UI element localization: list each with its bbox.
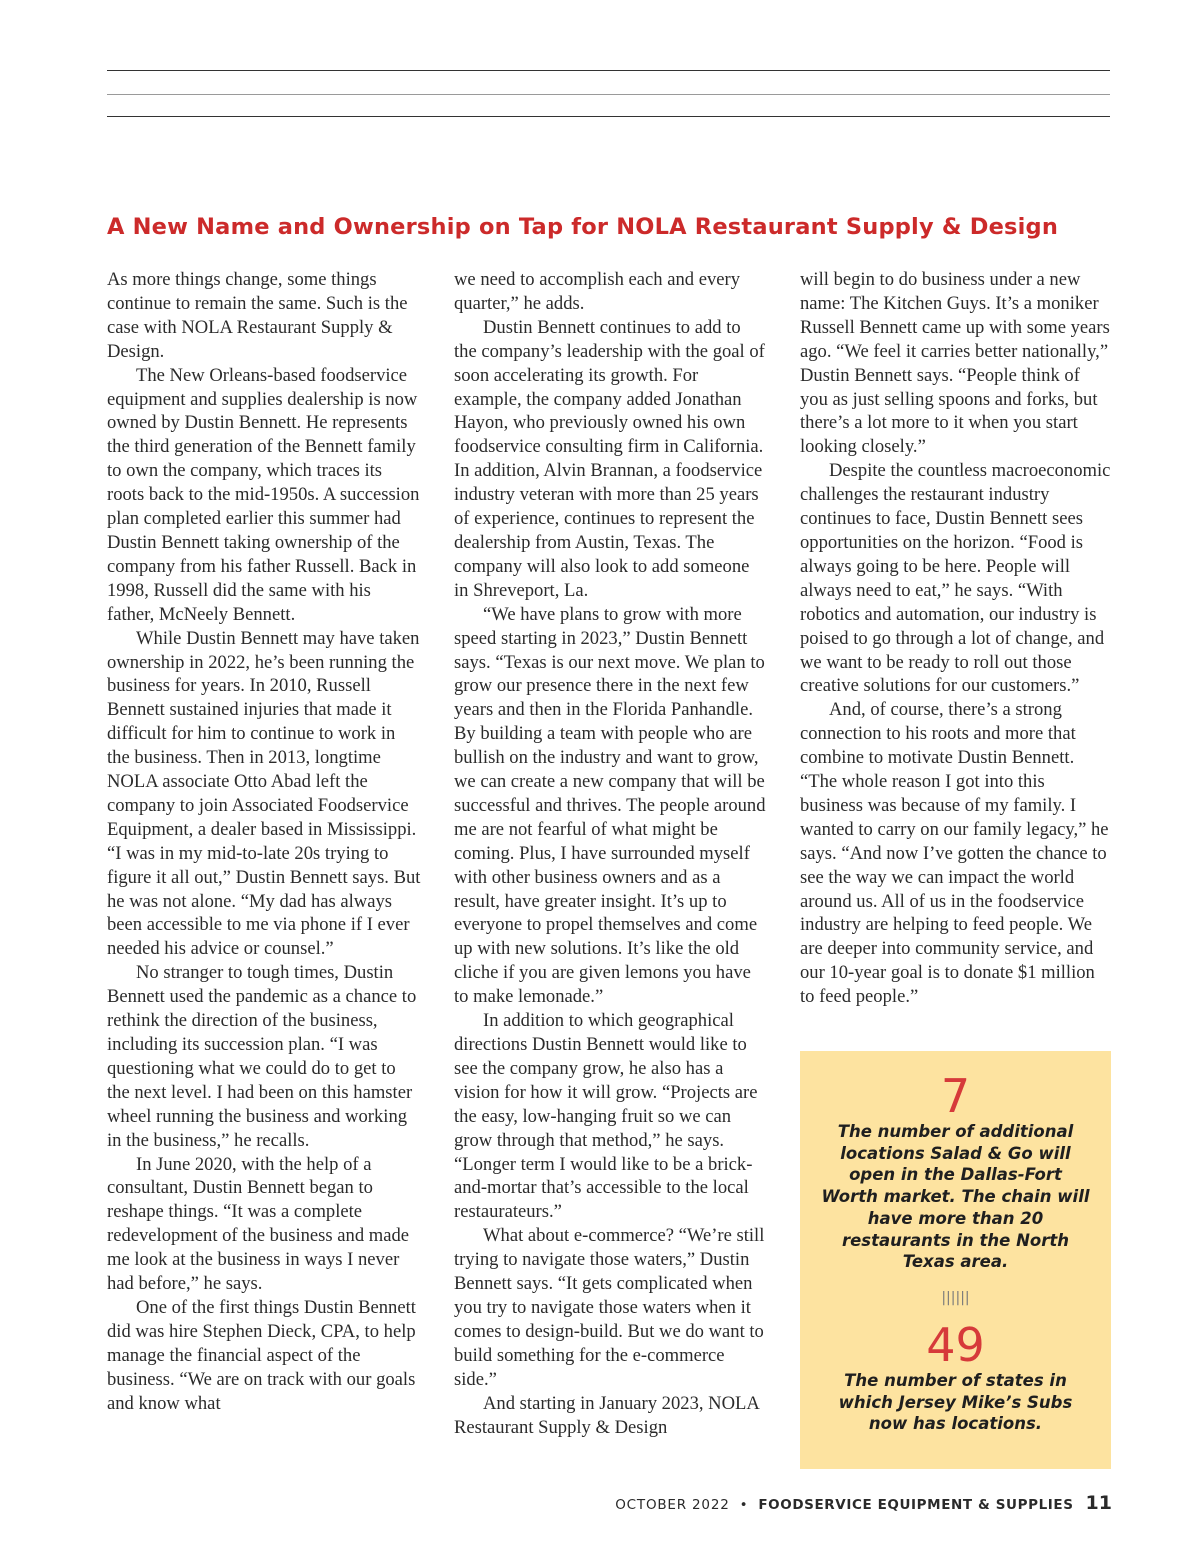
paragraph: One of the first things Dustin Bennett did was hire Stephen Dieck, CPA, to help manage the financial aspect of the business. “We are on track with our goals and know what bbox=[107, 1296, 416, 1414]
paragraph: And, of course, there’s a strong connection to his roots and more that combine to motivate Dustin Bennett. “The whole reason I got into this business was because of my family. I wanted to carry on our family legacy,” he says. “And now I’ve gotten the chance to see the way we can impact the world around us. All of us in the foodservice industry are helping to feed people. We are deeper into community service, and our 10-year goal is to donate $1 million to feed people.” bbox=[800, 699, 1109, 1008]
issue-date: OCTOBER 2022 bbox=[615, 1497, 730, 1513]
stats-callout-box bbox=[800, 1051, 1111, 1469]
paragraph: No stranger to tough times, Dustin Bennett used the pandemic as a chance to rethink the direction of the business, including its succession plan. “I was questioning what we could do to get to the next level. I had been on this hamster wheel running the business and working in the business,” he recalls. bbox=[107, 962, 417, 1151]
paragraph: And starting in January 2023, NOLA Restaurant Supply & Design bbox=[454, 1392, 759, 1438]
page-footer bbox=[615, 1492, 1112, 1514]
stat-divider: |||||| bbox=[941, 1289, 970, 1306]
bottom-rule bbox=[107, 116, 1110, 117]
paragraph: Dustin Bennett continues to add to the company’s leadership with the goal of soon accelerating its growth. For example, the company added Jonathan Hayon, who previously owned his own foodservice consulting firm in California. In addition, Alvin Brannan, a foodservice industry veteran with more than 25 years of experience, continues to represent the dealership from Austin, Texas. The company will also look to add someone in Shreveport, La. bbox=[454, 316, 765, 601]
paragraph: “We have plans to grow with more speed starting in 2023,” Dustin Bennett says. “Texas is our next move. We plan to grow our presence there in the next few years and then in the Florida Panhandle. By building a team with people who are bullish on the industry and want to grow, we can create a new company that will be successful and thrives. The people around me are not fearful of what might be coming. Plus, I have surrounded myself with other business owners and as a result, have greater insight. It’s up to everyone to propel themselves and come up with new solutions. It’s like the old cliche if you are given lemons you have to make lemonade.” bbox=[454, 603, 766, 1008]
article-headline: A New Name and Ownership on Tap for NOLA Restaurant Supply & Design bbox=[107, 214, 1059, 240]
stat-description: The number of additional locations Salad & Go will open in the Dallas-Fort Worth market. The chain will have more than 20 restaurants in the North Texas area. bbox=[821, 1122, 1090, 1272]
paragraph: In June 2020, with the help of a consultant, Dustin Bennett began to reshape things. “It was a complete redevelopment of the business and made me look at the business in ways I never had before,” he says. bbox=[107, 1153, 410, 1295]
paragraph: What about e-commerce? “We’re still trying to navigate those waters,” Dustin Bennett says. “It gets complicated when you try to navigate those waters when it comes to design-build. But we do want to build something for the e-commerce side.” bbox=[454, 1225, 765, 1390]
paragraph: we need to accomplish each and every quarter,” he adds. bbox=[454, 269, 741, 314]
top-rule bbox=[107, 70, 1110, 71]
middle-rule bbox=[107, 94, 1110, 95]
stat-number: 7 bbox=[940, 1069, 971, 1123]
paragraph: As more things change, some things continue to remain the same. Such is the case with NOLA Restaurant Supply & Design. bbox=[107, 269, 408, 362]
article-column-1 bbox=[107, 268, 421, 1416]
stat-description: The number of states in which Jersey Mike’s Subs now has locations. bbox=[838, 1370, 1073, 1434]
footer-separator: • bbox=[739, 1497, 749, 1513]
publication-name: FOODSERVICE EQUIPMENT & SUPPLIES bbox=[758, 1497, 1074, 1513]
paragraph: While Dustin Bennett may have taken ownership in 2022, he’s been running the business for years. In 2010, Russell Bennett sustained injuries that made it difficult for him to continue to work in the business. Then in 2013, longtime NOLA associate Otto Abad left the company to join Associated Foodservice Equipment, a dealer based in Mississippi. “I was in my mid-to-late 20s trying to figure it all out,” Dustin Bennett says. But he was not alone. “My dad has always been accessible to me via phone if I ever needed his advice or counsel.” bbox=[107, 627, 421, 960]
paragraph: The New Orleans-based foodservice equipment and supplies dealership is now owned by Dustin Bennett. He represents the third generation of the Bennett family to own the company, which traces its roots back to the mid-1950s. A succession plan completed earlier this summer had Dustin Bennett taking ownership of the company from his father Russell. Back in 1998, Russell did the same with his father, McNeely Bennett. bbox=[107, 364, 420, 625]
article-column-3 bbox=[800, 268, 1112, 1009]
paragraph: Despite the countless macroeconomic challenges the restaurant industry continues to face, Dustin Bennett sees opportunities on the horizon. “Food is always going to be here. People will always need to eat,” he says. “With robotics and automation, our industry is poised to go through a lot of change, and we want to be ready to roll out those creative solutions for our customers.” bbox=[800, 460, 1111, 697]
page-number: 11 bbox=[1085, 1492, 1112, 1514]
paragraph: will begin to do business under a new name: The Kitchen Guys. It’s a moniker Russell Bennett came up with some years ago. “We feel it carries better nationally,” Dustin Bennett says. “People think of you as just selling spoons and forks, but there’s a lot more to it when you start looking closely.” bbox=[800, 269, 1110, 458]
paragraph: In addition to which geographical directions Dustin Bennett would like to see the company grow, he also has a vision for how it will grow. “Projects are the easy, low-hanging fruit so we can grow through that method,” he says. “Longer term I would like to be a brick-and-mortar that’s accessible to the local restaurateurs.” bbox=[454, 1010, 758, 1223]
stat-number: 49 bbox=[926, 1317, 985, 1372]
article-column-2 bbox=[454, 268, 768, 1439]
